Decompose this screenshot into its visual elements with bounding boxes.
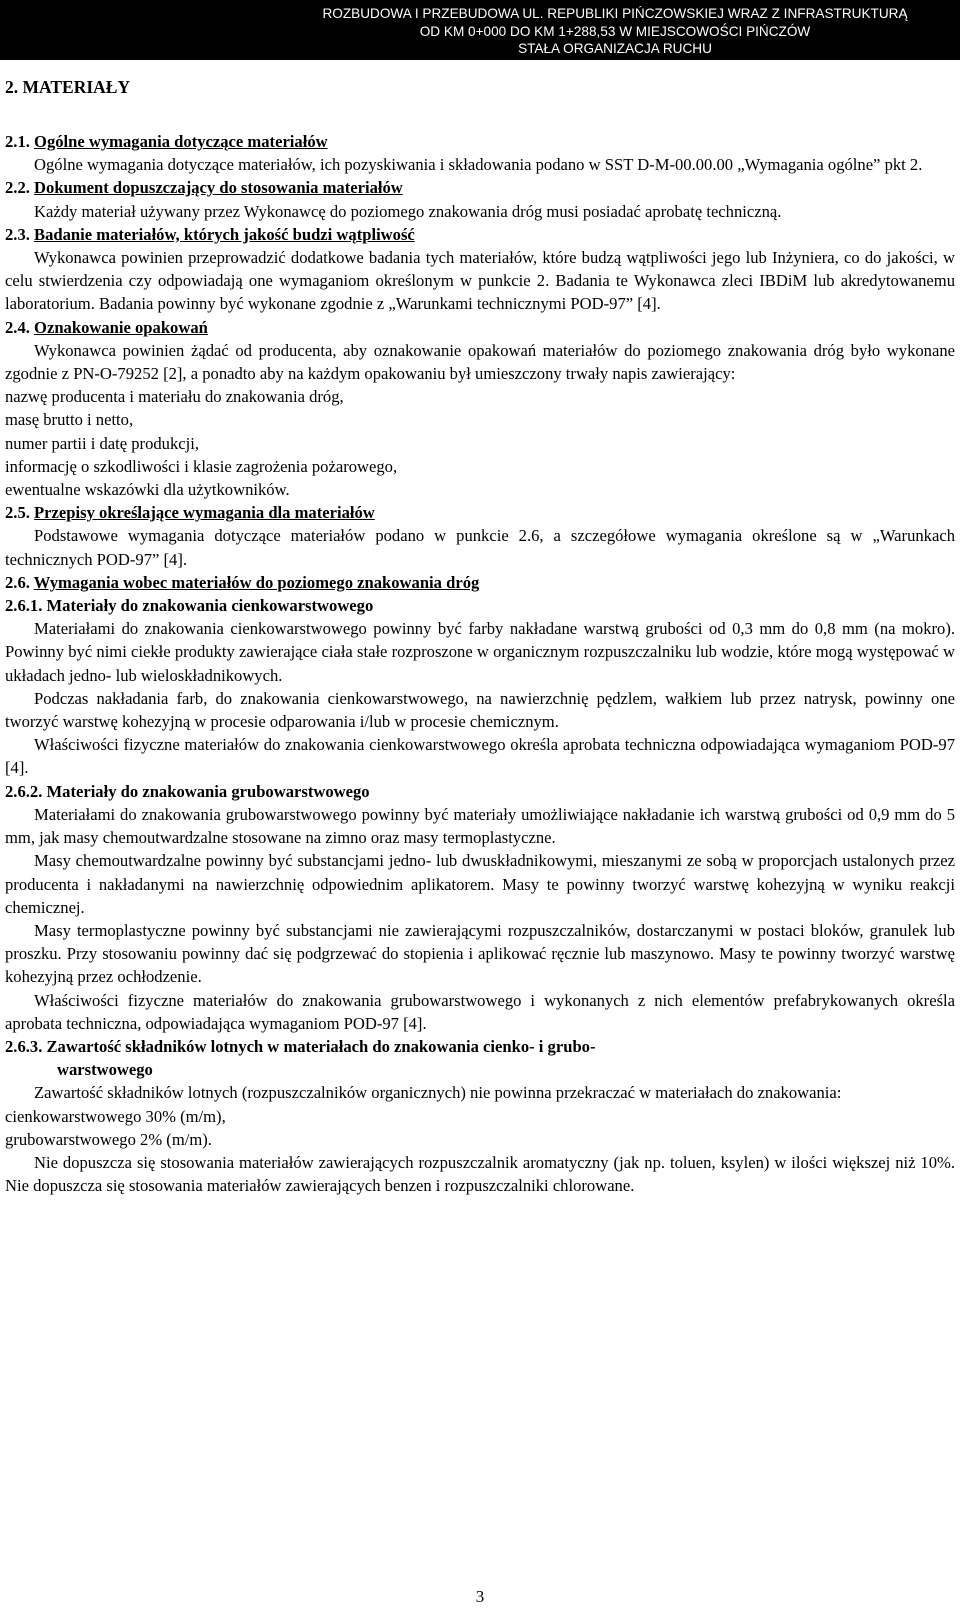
header-line-1: ROZBUDOWA I PRZEBUDOWA UL. REPUBLIKI PIŃCZOWSKIEJ WRAZ Z INFRASTRUKTURĄ xyxy=(322,6,908,21)
page-number: 3 xyxy=(475,1587,485,1606)
section-number: 2.6. xyxy=(5,572,30,592)
section-number: 2.2. xyxy=(5,178,30,198)
document-header xyxy=(0,0,960,60)
paragraph: Nie dopuszcza się stosowania materiałów zawierających rozpuszczalnik aromatyczny (jak np. toluen, ksylen) w ilości większej niż 10%. Nie dopuszcza się stosowania materiałów zawierających benzen i rozpuszczalniki chlorowane. xyxy=(5,1152,955,1196)
section-heading: Ogólne wymagania dotyczące materiałów xyxy=(34,132,328,151)
section-2-2 xyxy=(5,176,955,222)
subsection-heading: 2.6.2. Materiały do znakowania grubowarstwowego xyxy=(5,781,370,801)
section-2-4 xyxy=(5,316,955,502)
list-item: grubowarstwowego 2% (m/m). xyxy=(5,1129,212,1149)
paragraph: Każdy materiał używany przez Wykonawcę do poziomego znakowania dróg musi posiadać aprobatę techniczną. xyxy=(34,201,782,221)
section-2-5 xyxy=(5,501,955,571)
paragraph: Wykonawca powinien przeprowadzić dodatkowe badania tych materiałów, które budzą wątpliwości jego lub Inżyniera, co do jakości, w celu stwierdzenia czy odpowiadają one wymaganiom określonym w punkcie 2. Badania te Wykonawca zleci IBDiM lub akredytowanemu laboratorium. Badania powinny być wykonane zgodnie z „Warunkami technicznymi POD-97” [4]. xyxy=(5,248,955,314)
list-item: cienkowarstwowego 30% (m/m), xyxy=(5,1106,226,1126)
section-2-6-2 xyxy=(5,780,955,1035)
subsection-heading: 2.6.1. Materiały do znakowania cienkowarstwowego xyxy=(5,596,374,616)
subsection-heading-continued: warstwowego xyxy=(57,1060,153,1080)
section-2-6-3 xyxy=(5,1035,955,1197)
section-heading: Oznakowanie opakowań xyxy=(34,317,208,337)
section-heading: Badanie materiałów, których jakość budzi wątpliwość xyxy=(34,224,415,244)
section-number: 2.5. xyxy=(5,503,30,523)
paragraph: Podstawowe wymagania dotyczące materiałów podano w punkcie 2.6, a szczegółowe wymagania określone są w „Warunkach technicznych POD-97” [4]. xyxy=(5,526,955,569)
paragraph: Masy termoplastyczne powinny być substancjami nie zawierającymi rozpuszczalników, dostarczanymi w postaci bloków, granulek lub proszku. Przy stosowaniu powinny dać się podgrzewać do stopienia i aplikować ręcznie lub maszynowo. Masy te powinny tworzyć warstwę kohezyjną przez ochłodzenie. xyxy=(5,920,955,987)
section-number: 2.4. xyxy=(5,317,30,337)
paragraph: Zawartość składników lotnych (rozpuszczalników organicznych) nie powinna przekraczać w materiałach do znakowania: xyxy=(34,1083,842,1103)
section-2-6 xyxy=(5,571,955,594)
header-line-2: OD KM 0+000 DO KM 1+288,53 W MIEJSCOWOŚCI PIŃCZÓW xyxy=(419,23,811,39)
paragraph: Wykonawca powinien żądać od producenta, aby oznakowanie opakowań materiałów do poziomego znakowania dróg było wykonane zgodnie z PN-O-79252 [2], a ponadto aby na każdym opakowaniu był umieszczony trwały napis zawierający: xyxy=(5,340,955,384)
section-2-3 xyxy=(5,223,955,316)
list-item: nazwę producenta i materiału do znakowania dróg, xyxy=(5,387,344,407)
section-heading: Przepisy określające wymagania dla materiałów xyxy=(34,503,375,523)
paragraph: Podczas nakładania farb, do znakowania cienkowarstwowego, na nawierzchnię pędzlem, wałkiem lub przez natrysk, powinny one tworzyć warstwę kohezyjną w procesie odparowania i/lub w procesie chemicznym. xyxy=(5,688,955,732)
paragraph: Właściwości fizyczne materiałów do znakowania cienkowarstwowego określa aprobata techniczna odpowiadająca wymaganiom POD-97 [4]. xyxy=(5,735,955,778)
document-body xyxy=(5,72,955,1197)
list-item: ewentualne wskazówki dla użytkowników. xyxy=(5,480,290,500)
section-2-1 xyxy=(5,130,955,176)
subsection-heading: 2.6.3. Zawartość składników lotnych w materiałach do znakowania cienko- i grubo- xyxy=(5,1036,596,1056)
section-number: 2.1. xyxy=(5,132,30,151)
paragraph: Materiałami do znakowania grubowarstwowego powinny być materiały umożliwiające nakładanie ich warstwą grubości od 0,9 mm do 5 mm, jak masy chemoutwardzalne stosowane na zimno oraz masy termoplastyczne. xyxy=(5,804,955,848)
list-item: numer partii i datę produkcji, xyxy=(5,433,199,453)
section-heading: Dokument dopuszczający do stosowania materiałów xyxy=(34,178,403,198)
list-item: masę brutto i netto, xyxy=(5,410,134,430)
section-heading: Wymagania wobec materiałów do poziomego znakowania dróg xyxy=(33,572,480,592)
paragraph: Masy chemoutwardzalne powinny być substancjami jedno- lub dwuskładnikowymi, mieszanymi ze sobą w proporcjach ustalonych przez producenta i nakładanymi na nawierzchnię odpowiednim aplikatorem. Masy te powinny tworzyć warstwę kohezyjną w wyniku reakcji chemicznej. xyxy=(5,851,955,917)
section-title: 2. MATERIAŁY xyxy=(5,77,131,97)
section-number: 2.3. xyxy=(5,224,30,244)
paragraph: Właściwości fizyczne materiałów do znakowania grubowarstwowego i wykonanych z nich elementów prefabrykowanych określa aprobata techniczna, odpowiadająca wymaganiom POD-97 [4]. xyxy=(5,990,955,1033)
list-item: informację o szkodliwości i klasie zagrożenia pożarowego, xyxy=(5,456,398,476)
header-line-3: STAŁA ORGANIZACJA RUCHU xyxy=(518,41,712,56)
section-2-6-1 xyxy=(5,594,955,780)
paragraph: Materiałami do znakowania cienkowarstwowego powinny być farby nakładane warstwą grubości od 0,3 mm do 0,8 mm (na mokro). Powinny być nimi ciekłe produkty zawierające ciała stałe rozproszone w organicznym rozpuszczalniku lub wodzie, które mogą występować w układach jedno- lub wieloskładnikowych. xyxy=(5,619,955,685)
paragraph: Ogólne wymagania dotyczące materiałów, ich pozyskiwania i składowania podano w SST D-M-00.00.00 „Wymagania ogólne” pkt 2. xyxy=(34,155,923,175)
